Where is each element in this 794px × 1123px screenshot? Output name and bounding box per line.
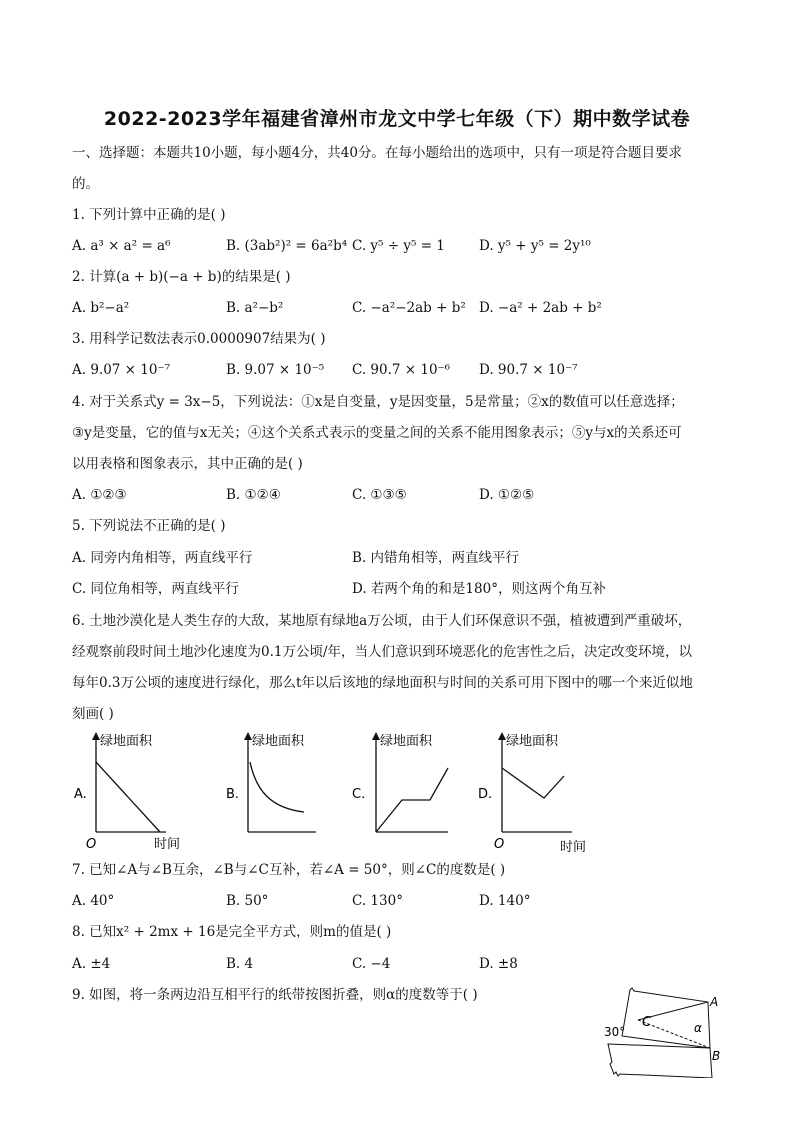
- q8-option-d: D. ±8: [479, 956, 518, 972]
- graph-a-curve: [96, 762, 160, 832]
- q3-option-b: B. 9.07 × 10⁻⁵: [226, 362, 325, 378]
- graph-d-xlabel: 时间: [560, 840, 587, 855]
- q7-option-a: A. 40°: [72, 893, 115, 909]
- q4-option-a: A. ①②③: [72, 487, 127, 503]
- graph-b-label: B.: [226, 787, 240, 802]
- q3-option-d: D. 90.7 × 10⁻⁷: [479, 362, 578, 378]
- q6-stem-line1: 6. 土地沙漠化是人类生存的大敌，某地原有绿地a万公顷，由于人们环保意识不强，植被遭到严重破坏，: [72, 613, 692, 629]
- graph-d-label: D.: [478, 787, 493, 802]
- q7-option-d: D. 140°: [479, 893, 531, 909]
- q6-stem-line2: 经观察前段时间土地沙化速度为0.1万公顷/年，当人们意识到环境恶化的危害性之后，决定改变环境，以: [72, 644, 693, 660]
- q9-point-a: A: [710, 995, 719, 1009]
- q3-option-a: A. 9.07 × 10⁻⁷: [72, 362, 171, 378]
- q5-option-c: C. 同位角相等，两直线平行: [72, 581, 239, 597]
- graph-a-ylabel: 绿地面积: [100, 734, 153, 749]
- q6-stem-line3: 每年0.3万公顷的速度进行绿化，那么t年以后该地的绿地面积与时间的关系可用下图中的哪一个来近似地: [72, 675, 693, 691]
- q9-folded-strip-figure: [598, 982, 728, 1078]
- q2-option-b: B. a²−b²: [226, 300, 284, 316]
- q5-option-d: D. 若两个角的和是180°，则这两个角互补: [352, 581, 606, 597]
- q9-stem: 9. 如图，将一条两边沿互相平行的纸带按图折叠，则α的度数等于( ): [72, 987, 478, 1003]
- q8-stem: 8. 已知x² + 2mx + 16是完全平方式，则m的值是( ): [72, 924, 392, 940]
- q5-stem: 5. 下列说法不正确的是( ): [72, 518, 226, 534]
- q6-graph-a: [70, 728, 210, 856]
- graph-a-label: A.: [74, 787, 87, 802]
- q1-stem: 1. 下列计算中正确的是( ): [72, 207, 226, 223]
- q2-option-a: A. b²−a²: [72, 300, 130, 316]
- q6-graph-d: [474, 728, 614, 856]
- q2-option-c: C. −a²−2ab + b²: [352, 300, 466, 316]
- q6-graph-b: [224, 728, 364, 856]
- graph-d-origin: O: [494, 837, 505, 852]
- q8-option-b: B. 4: [226, 956, 254, 972]
- q4-option-b: B. ①②④: [226, 487, 281, 503]
- graph-b-curve: [250, 762, 304, 812]
- q7-stem: 7. 已知∠A与∠B互余，∠B与∠C互补，若∠A = 50°，则∠C的度数是( ): [72, 862, 506, 878]
- q2-stem: 2. 计算(a + b)(−a + b)的结果是( ): [72, 269, 291, 285]
- q4-option-d: D. ①②⑤: [479, 487, 535, 503]
- q6-stem-line4: 刻画( ): [72, 706, 114, 722]
- q9-alpha: α: [694, 1021, 702, 1035]
- q9-angle-label: 30°: [604, 1025, 626, 1039]
- q8-option-a: A. ±4: [72, 956, 111, 972]
- graph-c-ylabel: 绿地面积: [380, 734, 433, 749]
- graph-b-ylabel: 绿地面积: [252, 734, 305, 749]
- graph-d-curve: [502, 768, 564, 798]
- q7-option-b: B. 50°: [226, 893, 269, 909]
- q9-point-b: B: [712, 1049, 721, 1063]
- graph-d-ylabel: 绿地面积: [506, 734, 559, 749]
- q4-stem-line3: 以用表格和图象表示，其中正确的是( ): [72, 456, 303, 472]
- graph-a-xlabel: 时间: [154, 837, 181, 852]
- graph-c-label: C.: [352, 787, 366, 802]
- q4-stem-line1: 4. 对于关系式y = 3x−5，下列说法：①x是自变量，y是因变量，5是常量；②x的数值可以任意选择；: [72, 394, 684, 410]
- q2-option-d: D. −a² + 2ab + b²: [479, 300, 602, 316]
- q4-option-c: C. ①③⑤: [352, 487, 407, 503]
- q1-option-b: B. (3ab²)² = 6a²b⁴: [226, 238, 348, 254]
- q6-graph-c: [350, 728, 493, 856]
- q4-stem-line2: ③y是变量，它的值与x无关；④这个关系式表示的变量之间的关系不能用图象表示；⑤y与x的关系还可: [72, 425, 682, 441]
- q1-option-d: D. y⁵ + y⁵ = 2y¹⁰: [479, 238, 591, 254]
- q5-option-b: B. 内错角相等，两直线平行: [352, 550, 520, 566]
- q3-stem: 3. 用科学记数法表示0.0000907结果为( ): [72, 331, 326, 347]
- q7-option-c: C. 130°: [352, 893, 403, 909]
- q1-option-a: A. a³ × a² = a⁶: [72, 238, 171, 254]
- graph-c-curve: [376, 768, 448, 832]
- graph-a-origin: O: [86, 837, 97, 852]
- q5-option-a: A. 同旁内角相等，两直线平行: [72, 550, 253, 566]
- q1-option-c: C. y⁵ ÷ y⁵ = 1: [352, 238, 445, 254]
- page-title: 2022-2023学年福建省漳州市龙文中学七年级（下）期中数学试卷: [103, 108, 691, 130]
- q9-point-c: C: [642, 1015, 652, 1030]
- section-heading: 一、选择题：本题共10小题，每小题4分，共40分。在每小题给出的选项中，只有一项是符合题目要求: [72, 145, 682, 161]
- q8-option-c: C. −4: [352, 956, 391, 972]
- section-heading-cont: 的。: [72, 176, 99, 192]
- q3-option-c: C. 90.7 × 10⁻⁶: [352, 362, 451, 378]
